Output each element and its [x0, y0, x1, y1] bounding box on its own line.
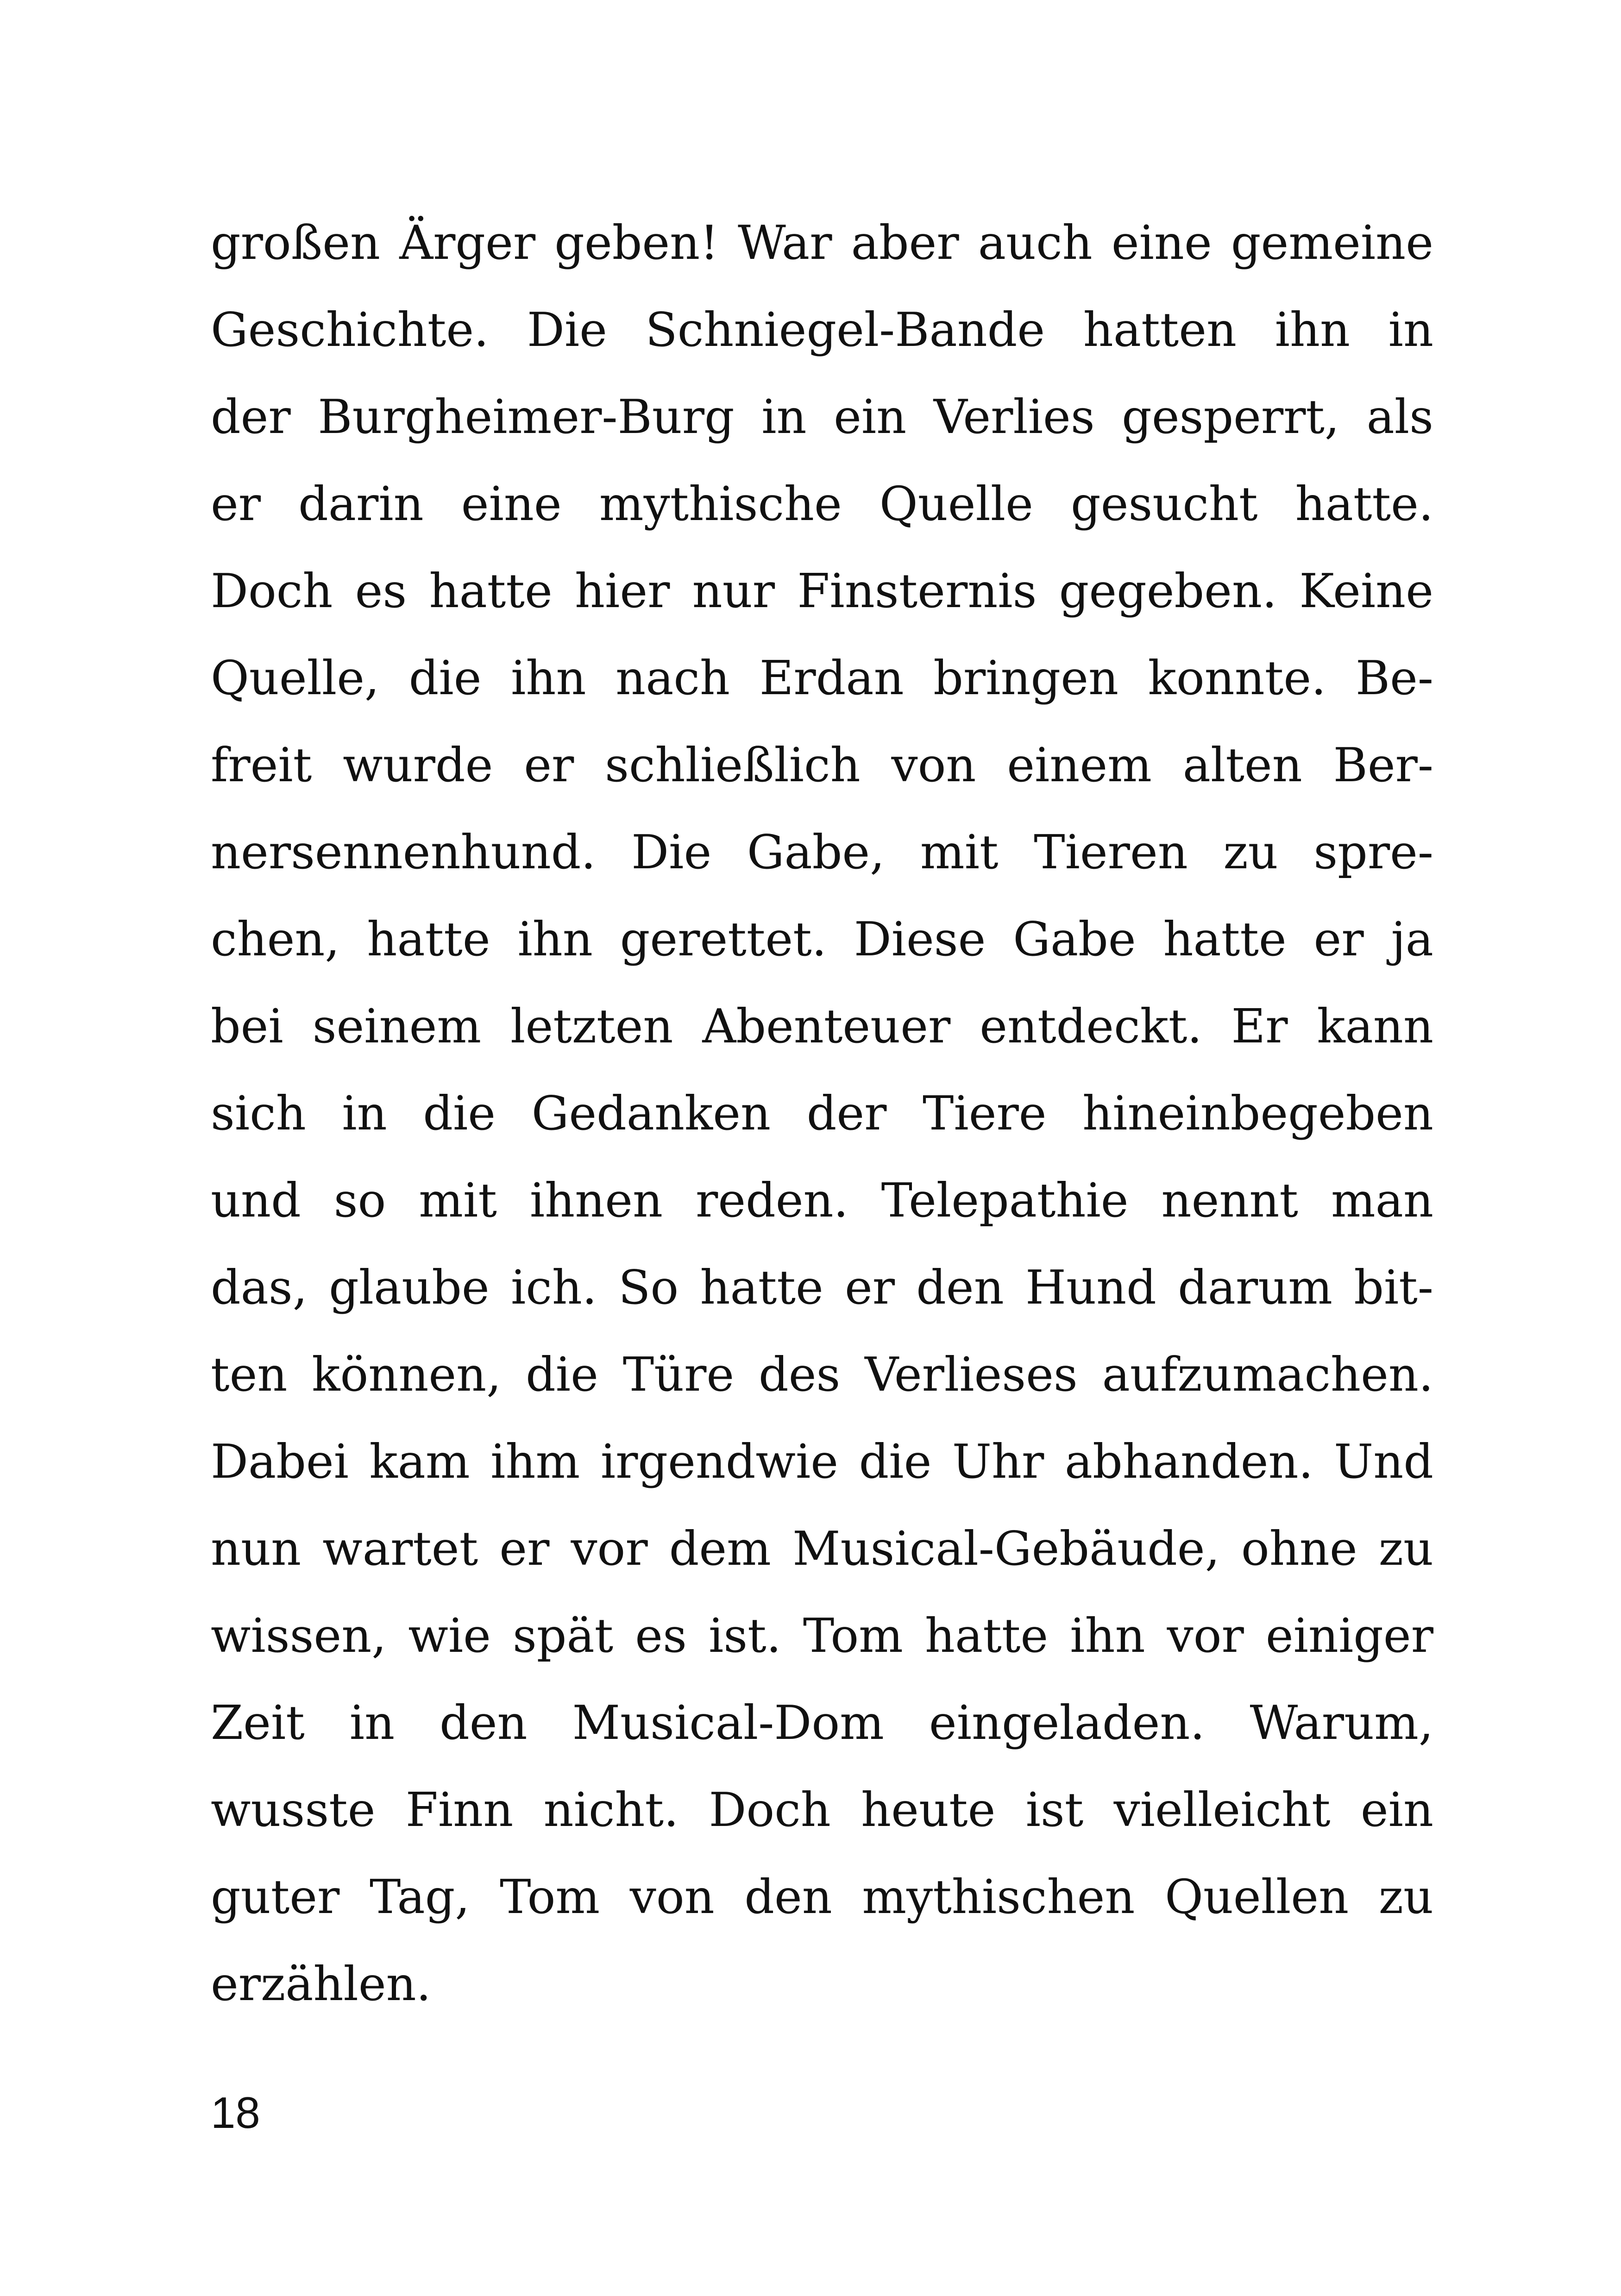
text-line: Geschichte. Die Schniegel-Bande hatten ihn in [211, 302, 1433, 357]
text-line: großen Ärger geben! War aber auch eine gemeine [211, 215, 1433, 270]
text-line: Dabei kam ihm irgendwie die Uhr abhanden. Und [211, 1434, 1433, 1489]
text-line: bei seinem letzten Abenteuer entdeckt. Er kann [211, 999, 1433, 1054]
text-line: das, glaube ich. So hatte er den Hund darum bit- [211, 1260, 1433, 1315]
text-line: nun wartet er vor dem Musical-Gebäude, ohne zu [211, 1521, 1433, 1576]
text-line: Doch es hatte hier nur Finsternis gegeben. Keine [211, 564, 1433, 618]
text-line: und so mit ihnen reden. Telepathie nennt man [211, 1173, 1433, 1228]
text-line: freit wurde er schließlich von einem alten Ber- [211, 738, 1433, 792]
text-line: er darin eine mythische Quelle gesucht hatte. [211, 477, 1433, 531]
text-line: chen, hatte ihn gerettet. Diese Gabe hatte er ja [211, 912, 1433, 966]
page-number: 18 [211, 2088, 260, 2138]
text-line: sich in die Gedanken der Tiere hineinbegeben [211, 1086, 1433, 1141]
text-line: der Burgheimer-Burg in ein Verlies gesperrt, als [211, 389, 1433, 444]
text-line: erzählen. [211, 1957, 431, 2011]
text-line: Zeit in den Musical-Dom eingeladen. Warum, [211, 1695, 1433, 1750]
text-line: guter Tag, Tom von den mythischen Quellen zu [211, 1869, 1433, 1924]
text-line: Quelle, die ihn nach Erdan bringen konnte. Be- [211, 651, 1433, 705]
text-line: wissen, wie spät es ist. Tom hatte ihn vor einiger [211, 1608, 1433, 1663]
body-text [211, 199, 1433, 2027]
text-line: ten können, die Türe des Verlieses aufzumachen. [211, 1347, 1433, 1402]
text-line: wusste Finn nicht. Doch heute ist vielleicht ein [211, 1782, 1433, 1837]
text-line: nersennenhund. Die Gabe, mit Tieren zu spre- [211, 825, 1433, 879]
